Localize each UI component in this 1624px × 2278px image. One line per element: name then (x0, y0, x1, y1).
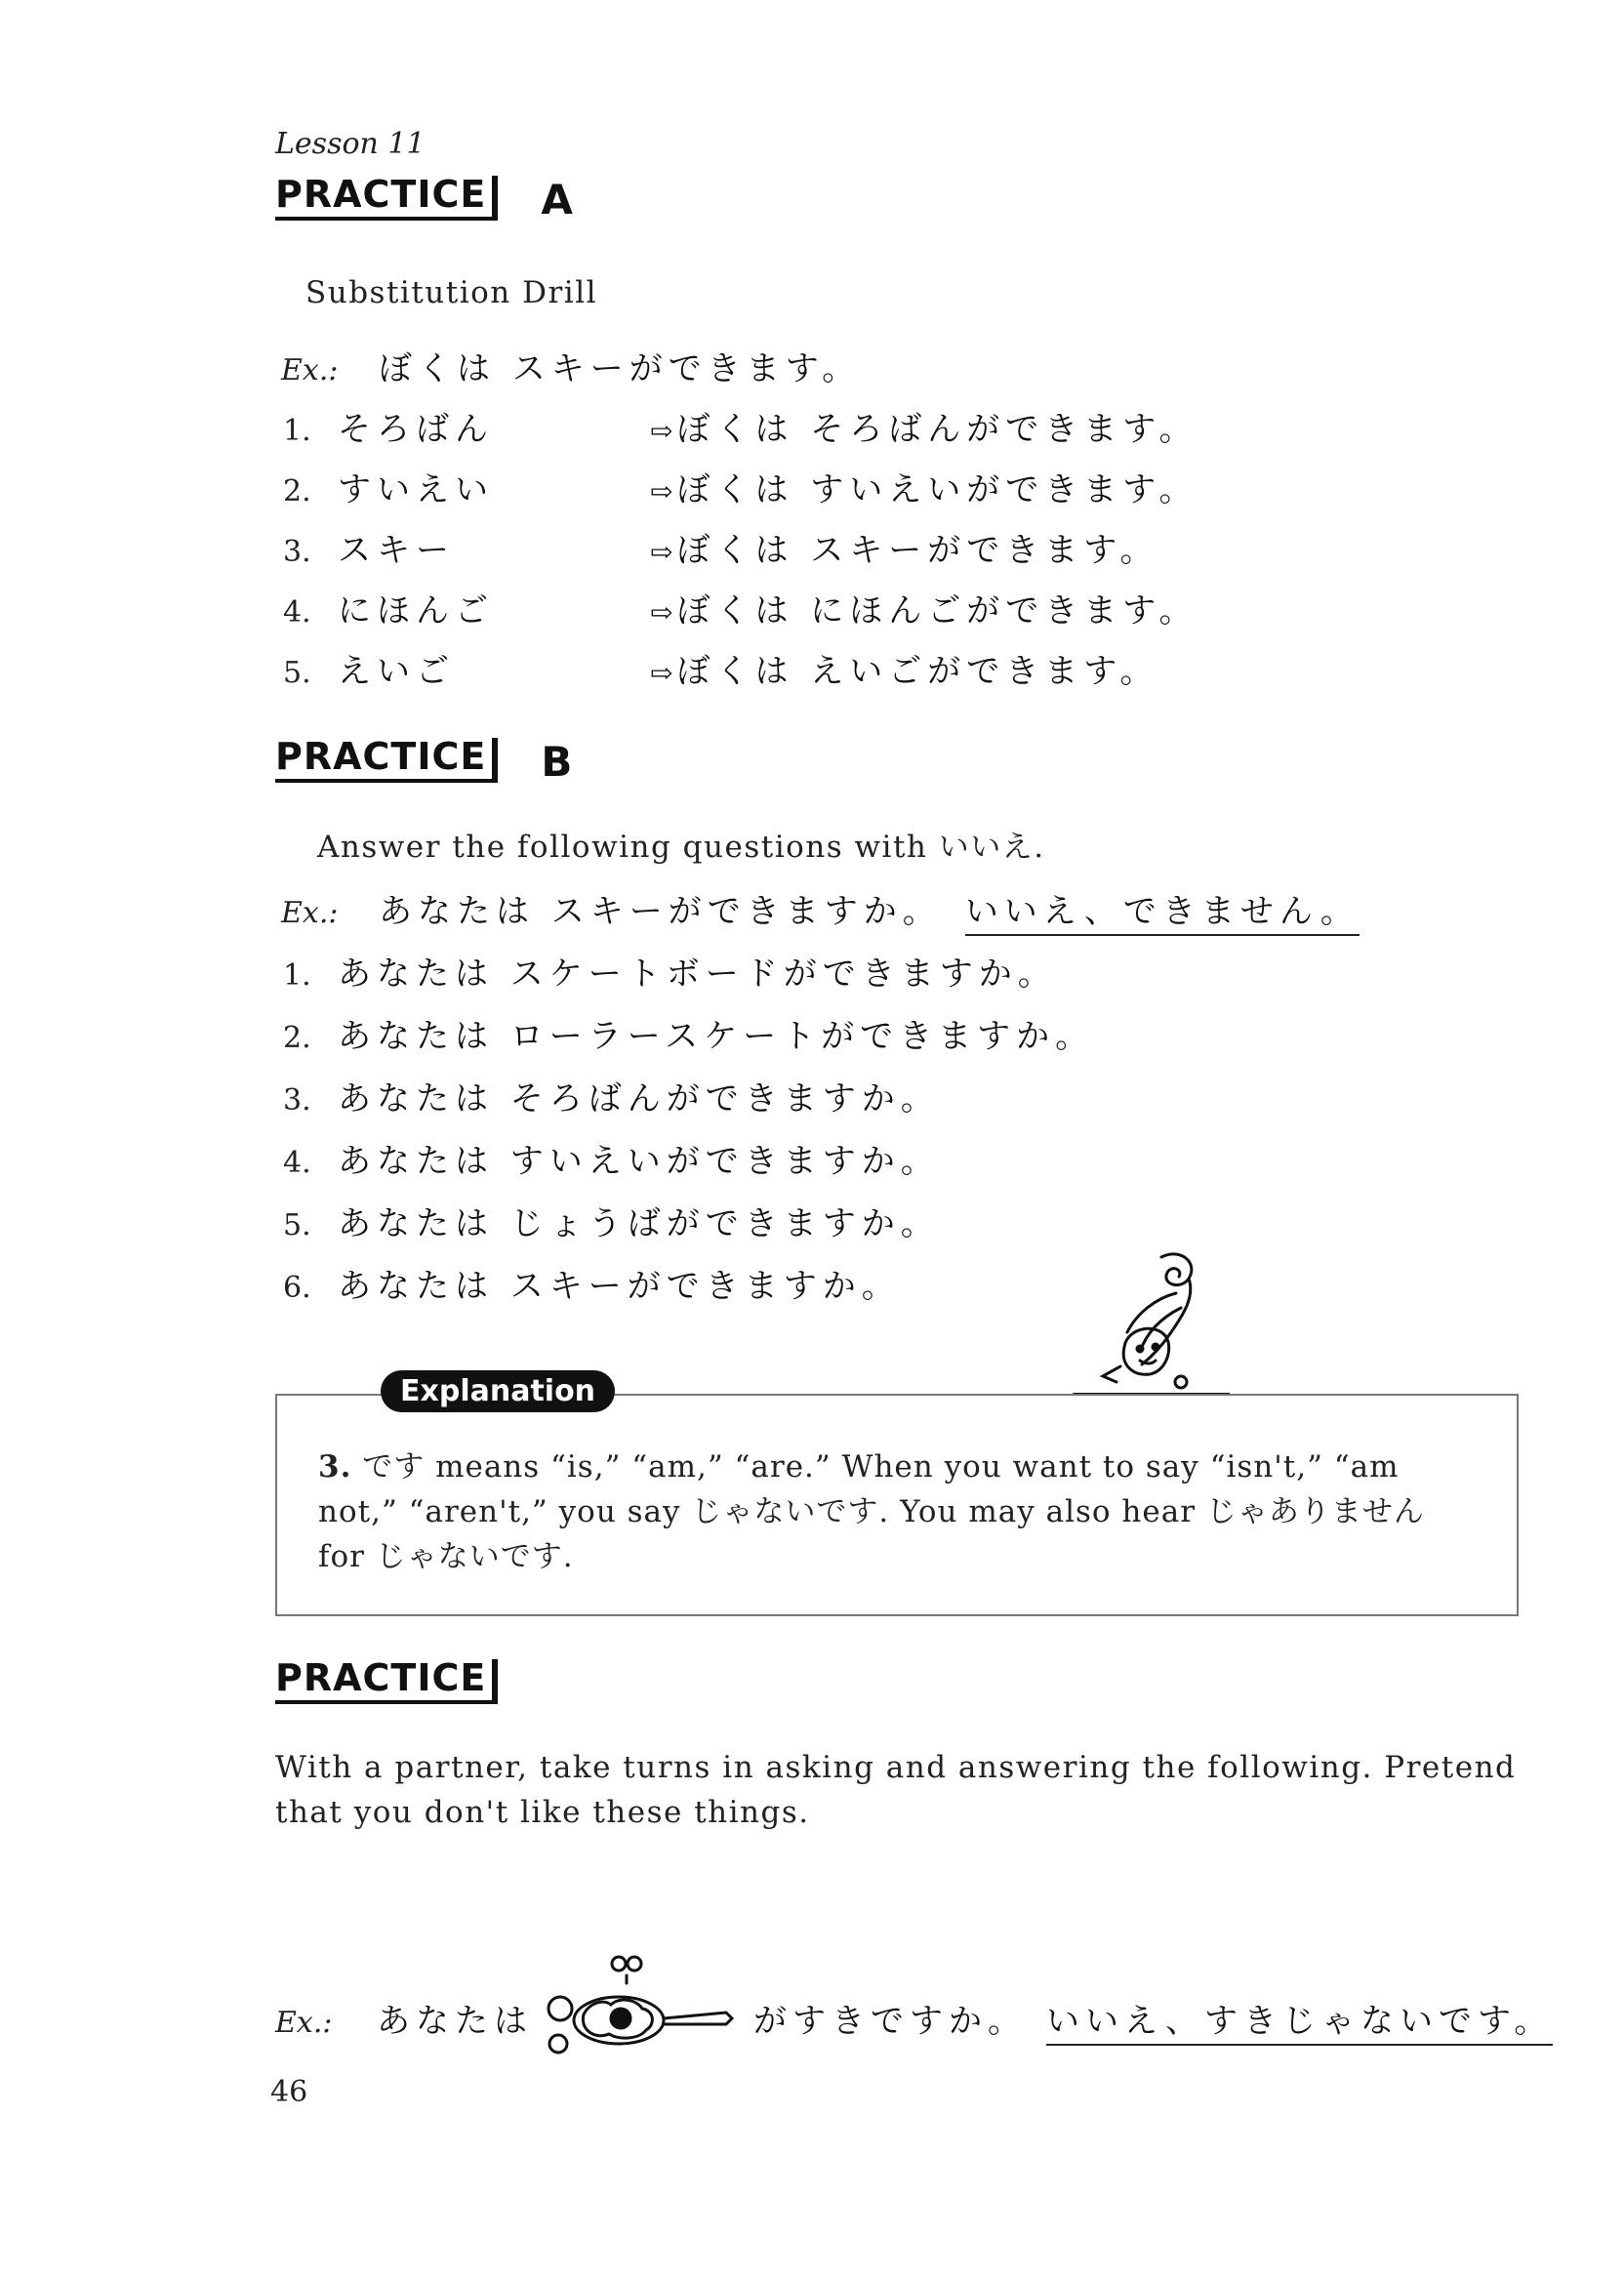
drill-item-answer: ぼくは えいごができます。 (676, 652, 1159, 691)
question-text: あなたは スケートボードができますか。 (338, 955, 1057, 994)
drill-item (283, 523, 1159, 571)
practice-b-letter: B (541, 737, 573, 786)
example-label: Ex.: (281, 896, 339, 930)
drill-item-answer: ぼくは スキーができます。 (676, 531, 1159, 570)
question-item (283, 1009, 1094, 1057)
drill-item-answer: ぼくは すいえいができます。 (676, 470, 1198, 509)
explanation-body: です means “is,” “am,” “are.” When you want to say “isn't,” “am not,” “aren't,” you say じゃないです. You may also hear じゃありません for じゃないです. (318, 1449, 1425, 1574)
question-item (283, 1197, 940, 1244)
drill-item-number: 4. (283, 595, 311, 630)
question-item (283, 1259, 901, 1307)
question-number: 4. (283, 1146, 311, 1180)
question-item (283, 1072, 940, 1119)
arrow-right-icon: ⇨ (650, 415, 673, 447)
fried-egg-pan-icon (541, 1954, 746, 2061)
practice-b-instruction: Answer the following questions with いいえ. (317, 830, 1045, 865)
drill-item-number: 5. (283, 656, 311, 690)
question-number: 1. (283, 958, 311, 993)
practice-b-title: PRACTICE (275, 738, 498, 783)
lesson-label: Lesson 11 (275, 127, 426, 161)
practice-c-title: PRACTICE (275, 1659, 498, 1704)
question-text: あなたは じょうばができますか。 (338, 1204, 940, 1243)
drill-item-number: 3. (283, 535, 311, 569)
explanation-text (318, 1444, 1480, 1579)
drill-item-cue: えいご (338, 652, 455, 691)
arrow-right-icon: ⇨ (650, 596, 673, 629)
example-label: Ex.: (281, 353, 339, 387)
example-after: がすきですか。 (753, 2002, 1027, 2041)
question-number: 6. (283, 1271, 311, 1305)
drill-item-answer: ぼくは そろばんができます。 (676, 410, 1198, 449)
practice-a-example (281, 342, 861, 389)
drill-item-number: 1. (283, 414, 311, 448)
question-number: 5. (283, 1208, 311, 1242)
practice-c-instruction: With a partner, take turns in asking and answering the following. Pretend that you don't like these things. (275, 1750, 1517, 1830)
practice-b-heading (275, 735, 573, 786)
explanation-tag: Explanation (381, 1370, 615, 1412)
drill-item-cue: すいえい (338, 470, 494, 509)
practice-c-example (275, 1925, 1553, 2046)
drill-item (283, 402, 1198, 450)
example-answer: いいえ、すきじゃないです。 (1046, 1994, 1553, 2046)
practice-a-heading (275, 173, 573, 224)
question-text: あなたは ローラースケートができますか。 (338, 1017, 1095, 1056)
character-illustration (1035, 1240, 1230, 1396)
drill-item-cue: スキー (338, 531, 455, 570)
example-question: あなたは スキーができますか。 (379, 892, 942, 931)
arrow-right-icon: ⇨ (650, 657, 673, 689)
drill-item (283, 463, 1198, 510)
example-label: Ex.: (275, 2006, 333, 2040)
practice-b-example (281, 884, 1360, 936)
question-number: 2. (283, 1021, 311, 1055)
drill-item-cue: そろばん (338, 410, 494, 449)
page-number: 46 (270, 2075, 308, 2109)
example-answer: いいえ、できません。 (965, 884, 1360, 936)
drill-item-cue: にほんご (338, 591, 494, 631)
question-item (283, 947, 1057, 995)
question-number: 3. (283, 1083, 311, 1118)
question-text: あなたは スキーができますか。 (338, 1267, 901, 1306)
drill-item (283, 584, 1198, 631)
question-text: あなたは すいえいができますか。 (338, 1142, 940, 1181)
drill-item-answer: ぼくは にほんごができます。 (676, 591, 1198, 631)
example-before: あなたは (377, 2002, 533, 2041)
practice-a-letter: A (541, 175, 573, 224)
example-sentence: ぼくは スキーができます。 (379, 349, 862, 388)
explanation-number: 3. (318, 1449, 352, 1485)
practice-a-instruction: Substitution Drill (305, 275, 598, 310)
drill-item (283, 644, 1159, 692)
drill-item-number: 2. (283, 474, 311, 508)
practice-a-title: PRACTICE (275, 176, 498, 221)
practice-c-heading (275, 1656, 498, 1704)
arrow-right-icon: ⇨ (650, 475, 673, 508)
question-text: あなたは そろばんができますか。 (338, 1079, 940, 1119)
arrow-right-icon: ⇨ (650, 536, 673, 568)
question-item (283, 1134, 940, 1182)
